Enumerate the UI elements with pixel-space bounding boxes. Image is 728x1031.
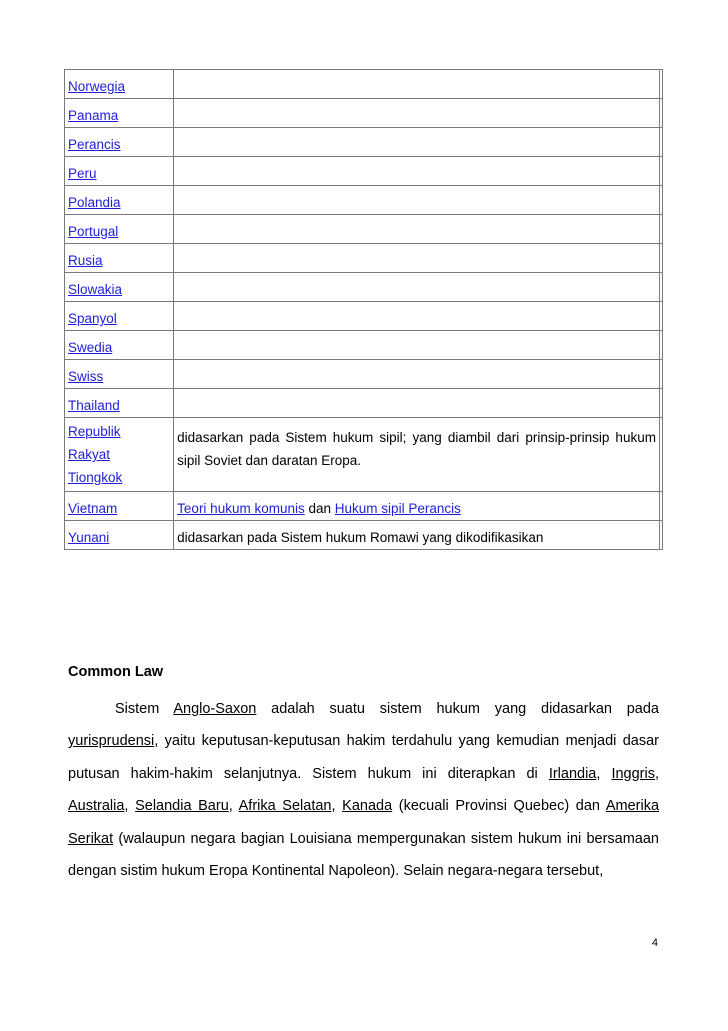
body-paragraph (68, 693, 659, 887)
table-edge-cell (659, 418, 662, 492)
country-cell (65, 360, 174, 389)
table-row (65, 389, 663, 418)
table-row-vietnam (65, 492, 663, 521)
table-row (65, 99, 663, 128)
text-run: Sistem (115, 701, 160, 717)
country-cell (65, 186, 174, 215)
country-cell (65, 521, 174, 550)
description-cell (174, 331, 660, 360)
table-body (65, 70, 663, 418)
description-cell (174, 99, 660, 128)
description-cell: didasarkan pada Sistem hukum sipil; yang diambil dari prinsip-prinsip hukum sipil Soviet dan daratan Eropa. (174, 418, 660, 492)
description-connector: dan (308, 501, 332, 516)
table-row (65, 215, 663, 244)
text-run: (walaupun negara bagian Louisiana mempergunakan sistem hukum ini bersamaan dengan sistim hukum Eropa Kontinental Napoleon). Selain negara-negara tersebut, (68, 830, 660, 880)
country-link[interactable]: Swiss (68, 369, 104, 384)
country-cell (65, 215, 174, 244)
country-cell (65, 244, 174, 273)
table-edge-cell (659, 186, 662, 215)
text-run: (kecuali Provinsi Quebec) dan (398, 798, 600, 815)
text-run: adalah suatu sistem hukum yang didasarkan pada (271, 701, 659, 717)
description-cell (174, 157, 660, 186)
table-row (65, 302, 663, 331)
table-row-tiongkok (65, 418, 663, 492)
country-link-tiongkok[interactable]: Tiongkok (68, 470, 123, 485)
description-cell (174, 128, 660, 157)
table-edge-cell (659, 302, 662, 331)
text-run: , (124, 798, 129, 815)
description-cell (174, 302, 660, 331)
table-edge-cell (659, 99, 662, 128)
table-row (65, 128, 663, 157)
country-link[interactable]: Thailand (68, 398, 120, 413)
table-row (65, 244, 663, 273)
text-run: , (228, 798, 233, 815)
table-row (65, 70, 663, 99)
table-edge-cell (659, 492, 662, 521)
link-afrika-selatan[interactable]: Afrika Selatan (238, 798, 332, 815)
table-row (65, 186, 663, 215)
legal-system-table (64, 69, 663, 550)
link-inggris[interactable]: Inggris (611, 765, 655, 782)
link-irlandia[interactable]: Irlandia (548, 765, 597, 782)
country-link[interactable]: Panama (68, 108, 119, 123)
description-cell (174, 389, 660, 418)
link-amerika-serikat[interactable]: Amerika Serikat (68, 798, 660, 847)
text-run: , yaitu keputusan-keputusan hakim terdahulu yang kemudian menjadi dasar putusan hakim-hakim selanjutnya. Sistem hukum ini diterapkan di (68, 733, 659, 782)
description-cell (174, 244, 660, 273)
table-row (65, 360, 663, 389)
country-link[interactable]: Spanyol (68, 311, 117, 326)
table-edge-cell (659, 331, 662, 360)
table-edge-cell (659, 70, 662, 99)
link-selandia-baru[interactable]: Selandia Baru (135, 798, 229, 815)
link-anglo-saxon[interactable]: Anglo-Saxon (173, 701, 257, 717)
country-link-rakyat[interactable]: Rakyat (68, 447, 111, 462)
link-hukum-sipil-perancis[interactable]: Hukum sipil Perancis (334, 501, 461, 516)
table-row (65, 157, 663, 186)
country-link-republik[interactable]: Republik (68, 424, 121, 439)
table-edge-cell (659, 157, 662, 186)
description-cell (174, 70, 660, 99)
table-edge-cell (659, 273, 662, 302)
table-row (65, 273, 663, 302)
country-cell (65, 389, 174, 418)
link-kanada[interactable]: Kanada (342, 798, 393, 815)
description-cell (174, 492, 660, 521)
link-yurisprudensi[interactable]: yurisprudensi (68, 733, 155, 750)
description-cell (174, 186, 660, 215)
table-edge-cell (659, 360, 662, 389)
country-cell (65, 331, 174, 360)
country-link[interactable]: Peru (68, 166, 97, 181)
link-australia[interactable]: Australia (68, 798, 125, 815)
link-teori-hukum-komunis[interactable]: Teori hukum komunis (177, 501, 305, 516)
country-link[interactable]: Slowakia (68, 282, 123, 297)
country-link[interactable]: Portugal (68, 224, 119, 239)
table-edge-cell (659, 244, 662, 273)
country-cell (65, 99, 174, 128)
country-cell (65, 492, 174, 521)
country-link[interactable]: Norwegia (68, 79, 126, 94)
table-row-yunani (65, 521, 663, 550)
country-cell (65, 70, 174, 99)
text-run: , (654, 765, 660, 782)
text-run: , (596, 765, 601, 782)
table-body-detail (65, 418, 663, 550)
section-heading: Common Law (68, 664, 164, 680)
table-edge-cell (659, 521, 662, 550)
country-cell (65, 418, 174, 492)
country-link[interactable]: Perancis (68, 137, 121, 152)
country-cell (65, 302, 174, 331)
table-edge-cell (659, 128, 662, 157)
table-edge-cell (659, 389, 662, 418)
country-cell (65, 157, 174, 186)
country-link[interactable]: Swedia (68, 340, 113, 355)
description-cell (174, 215, 660, 244)
description-cell (174, 360, 660, 389)
country-cell (65, 128, 174, 157)
table-row (65, 331, 663, 360)
table-edge-cell (659, 215, 662, 244)
country-link[interactable]: Polandia (68, 195, 121, 210)
country-link[interactable]: Rusia (68, 253, 103, 268)
text-run: , (331, 798, 336, 815)
country-link-vietnam[interactable]: Vietnam (68, 501, 118, 516)
description-cell (174, 273, 660, 302)
country-cell (65, 273, 174, 302)
description-cell: didasarkan pada Sistem hukum Romawi yang dikodifikasikan (174, 521, 660, 550)
country-link-yunani[interactable]: Yunani (68, 530, 110, 545)
page-number: 4 (651, 937, 658, 949)
